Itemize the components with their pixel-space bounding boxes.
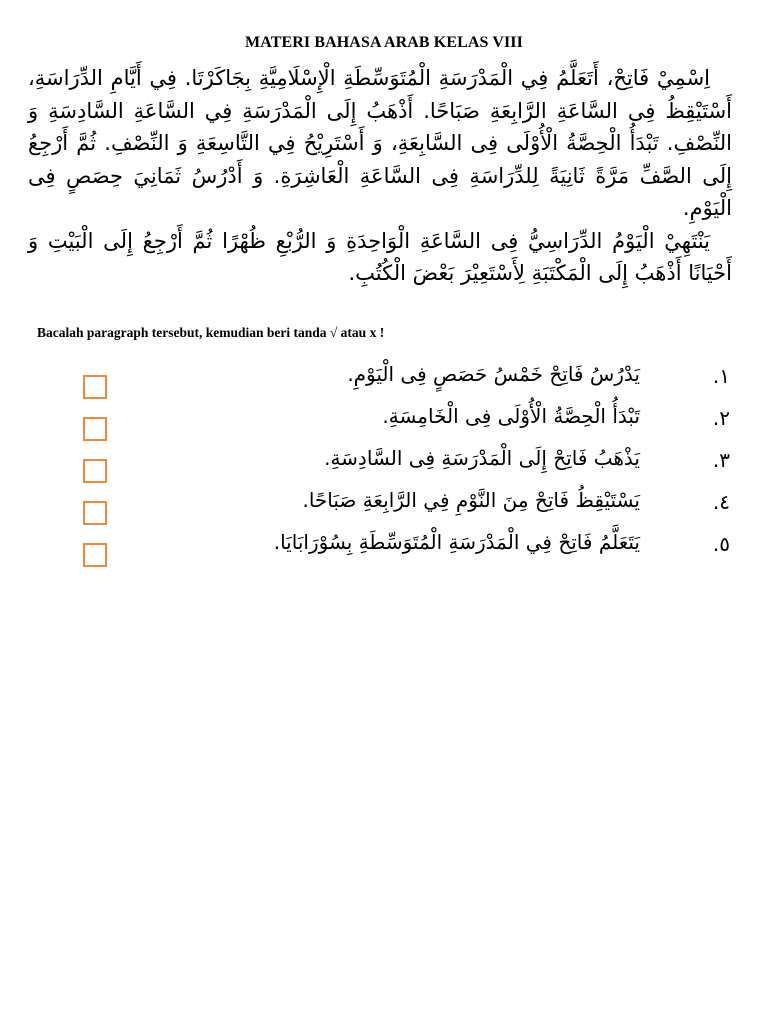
question-number: ٤. (712, 490, 730, 514)
question-number: ٣. (712, 448, 730, 472)
question-item-1 (0, 358, 768, 400)
question-text: يَدْرُسُ فَاتِحْ خَمْسُ حَصَصٍ فِى الْيَوْمِ. (347, 362, 640, 386)
answer-checkbox-2[interactable] (83, 417, 107, 441)
question-item-4 (0, 484, 768, 526)
question-item-2 (0, 400, 768, 442)
reading-passage (28, 62, 732, 290)
answer-checkbox-4[interactable] (83, 501, 107, 525)
answer-checkbox-3[interactable] (83, 459, 107, 483)
answer-checkbox-5[interactable] (83, 543, 107, 567)
question-number: ١. (712, 364, 730, 388)
passage-paragraph-1: اِسْمِيْ فَاتِحْ، أَتَعَلَّمُ فِي الْمَدْرَسَةِ الْمُتَوَسِّطَةِ الْإِسْلَامِيَّةِ بِجَاكَرْتَا. فِي أَيَّامِ الدِّرَاسَةِ، أَسْتَيْقِظُ فِى السَّاعَةِ الرَّابِعَةِ صَبَاحًا. أَذْهَبُ إِلَى الْمَدْرَسَةِ فِي السَّاعَةِ السَّادِسَةِ وَ النِّصْفِ. تَبْدَأُ الْحِصَّةُ الْأُوْلَى فِى السَّابِعَةِ، وَ أَسْتَرِيْحُ فِي التَّاسِعَةِ وَ النِّصْفِ. ثُمَّ أَرْجِعُ إِلَى الصَّفِّ مَرَّةً ثَانِيَةً لِلدِّرَاسَةِ فِى السَّاعَةِ الْعَاشِرَةِ. وَ أَدْرُسُ ثَمَانِيَ حِصَصٍ فِى الْيَوْمِ. (28, 66, 732, 220)
question-item-5 (0, 526, 768, 568)
question-text: يَذْهَبُ فَاتِحْ إِلَى الْمَدْرَسَةِ فِى السَّادِسَةِ. (324, 446, 640, 470)
answer-checkbox-1[interactable] (83, 375, 107, 399)
question-number: ٥. (712, 532, 730, 556)
passage-paragraph-2: يَنْتَهِيْ الْيَوْمُ الدِّرَاسِيُّ فِى السَّاعَةِ الْوَاحِدَةِ وَ الرُّبْعِ ظُهْرًا ثُمَّ أَرْجِعُ إِلَى الْبَيْتِ وَ أَحْيَانًا أَذْهَبُ إِلَى الْمَكْتَبَةِ لِأَسْتَعِيْرَ بَعْضَ الْكُتُبِ. (28, 228, 732, 285)
question-text: تَبْدَأُ الْحِصَّةُ الْأُوْلَى فِى الْخَامِسَةِ. (382, 404, 640, 428)
question-number: ٢. (712, 406, 730, 430)
question-text: يَسْتَيْقِظُ فَاتِحْ مِنَ النَّوْمِ فِي الرَّابِعَةِ صَبَاحًا. (302, 488, 640, 512)
page-title: MATERI BAHASA ARAB KELAS VIII (245, 34, 523, 51)
instruction-text: Bacalah paragraph tersebut, kemudian beri tanda √ atau x ! (37, 325, 385, 340)
question-text: يَتَعَلَّمُ فَاتِحْ فِي الْمَدْرَسَةِ الْمُتَوَسِّطَةِ بِسُوْرَابَايَا. (273, 530, 640, 554)
question-item-3 (0, 442, 768, 484)
question-list (0, 358, 768, 568)
